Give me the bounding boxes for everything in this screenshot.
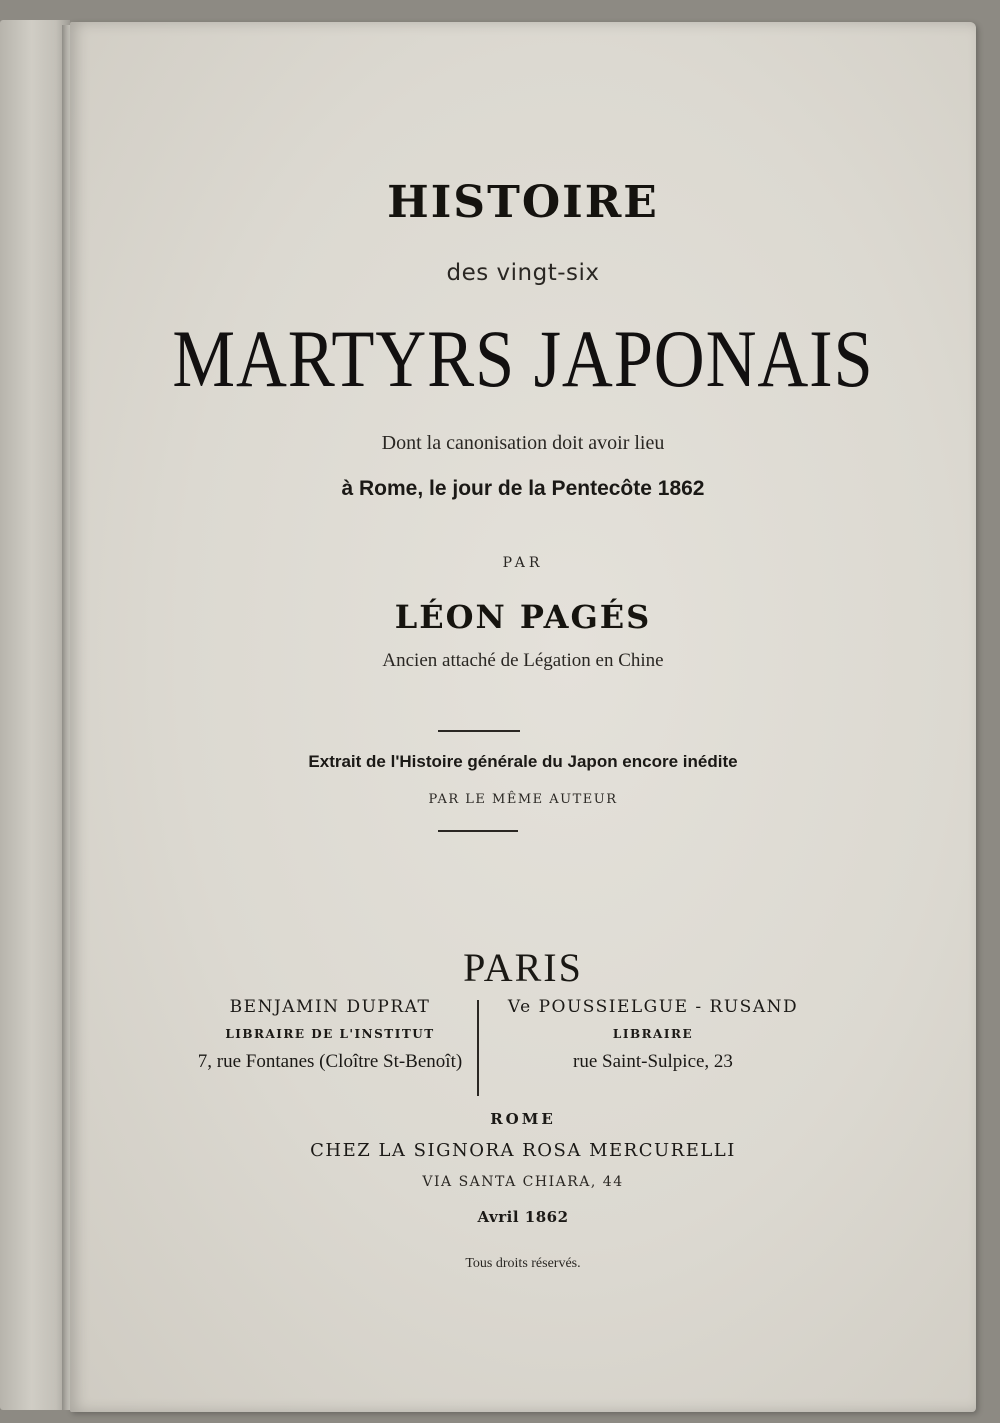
title-line-3: MARTYRS JAPONAIS <box>172 313 874 404</box>
same-author-note: PAR LE MÊME AUTEUR <box>428 792 618 807</box>
publisher-left-role: LIBRAIRE DE L'INSTITUT <box>225 1027 435 1041</box>
subtitle-line-1: Dont la canonisation doit avoir lieu <box>381 432 665 454</box>
publisher-divider <box>477 1000 479 1096</box>
title-line-1: HISTOIRE <box>387 177 659 228</box>
publication-date: Avril 1862 <box>477 1208 569 1226</box>
author-name: LÉON PAGÉS <box>394 598 652 636</box>
imprint-city: PARIS <box>463 945 583 990</box>
title-line-2: des vingt-six <box>446 260 600 286</box>
author-role: Ancien attaché de Légation en Chine <box>382 650 664 671</box>
by-label: PAR <box>502 555 544 571</box>
facing-page <box>0 20 70 1410</box>
rome-publisher: CHEZ LA SIGNORA ROSA MERCURELLI <box>310 1140 736 1161</box>
rome-address: VIA SANTA CHIARA, 44 <box>422 1174 624 1190</box>
extract-note: Extrait de l'Histoire générale du Japon encore inédite <box>308 752 738 771</box>
subtitle-line-2: à Rome, le jour de la Pentecôte 1862 <box>341 477 705 500</box>
title-page <box>70 22 976 1412</box>
imprint-second-city: ROME <box>490 1110 556 1128</box>
publisher-right-name: Ve POUSSIELGUE - RUSAND <box>507 997 799 1017</box>
publisher-right <box>498 997 808 1073</box>
divider-rule-top <box>438 730 520 732</box>
publisher-right-role: LIBRAIRE <box>612 1027 694 1041</box>
publisher-left-address: 7, rue Fontanes (Cloître St-Benoît) <box>197 1051 463 1072</box>
publisher-left <box>180 997 480 1073</box>
publisher-left-name: BENJAMIN DUPRAT <box>229 997 431 1017</box>
divider-rule-bottom <box>438 830 518 832</box>
rights-notice: Tous droits réservés. <box>465 1256 581 1271</box>
publisher-right-address: rue Saint-Sulpice, 23 <box>573 1051 733 1072</box>
